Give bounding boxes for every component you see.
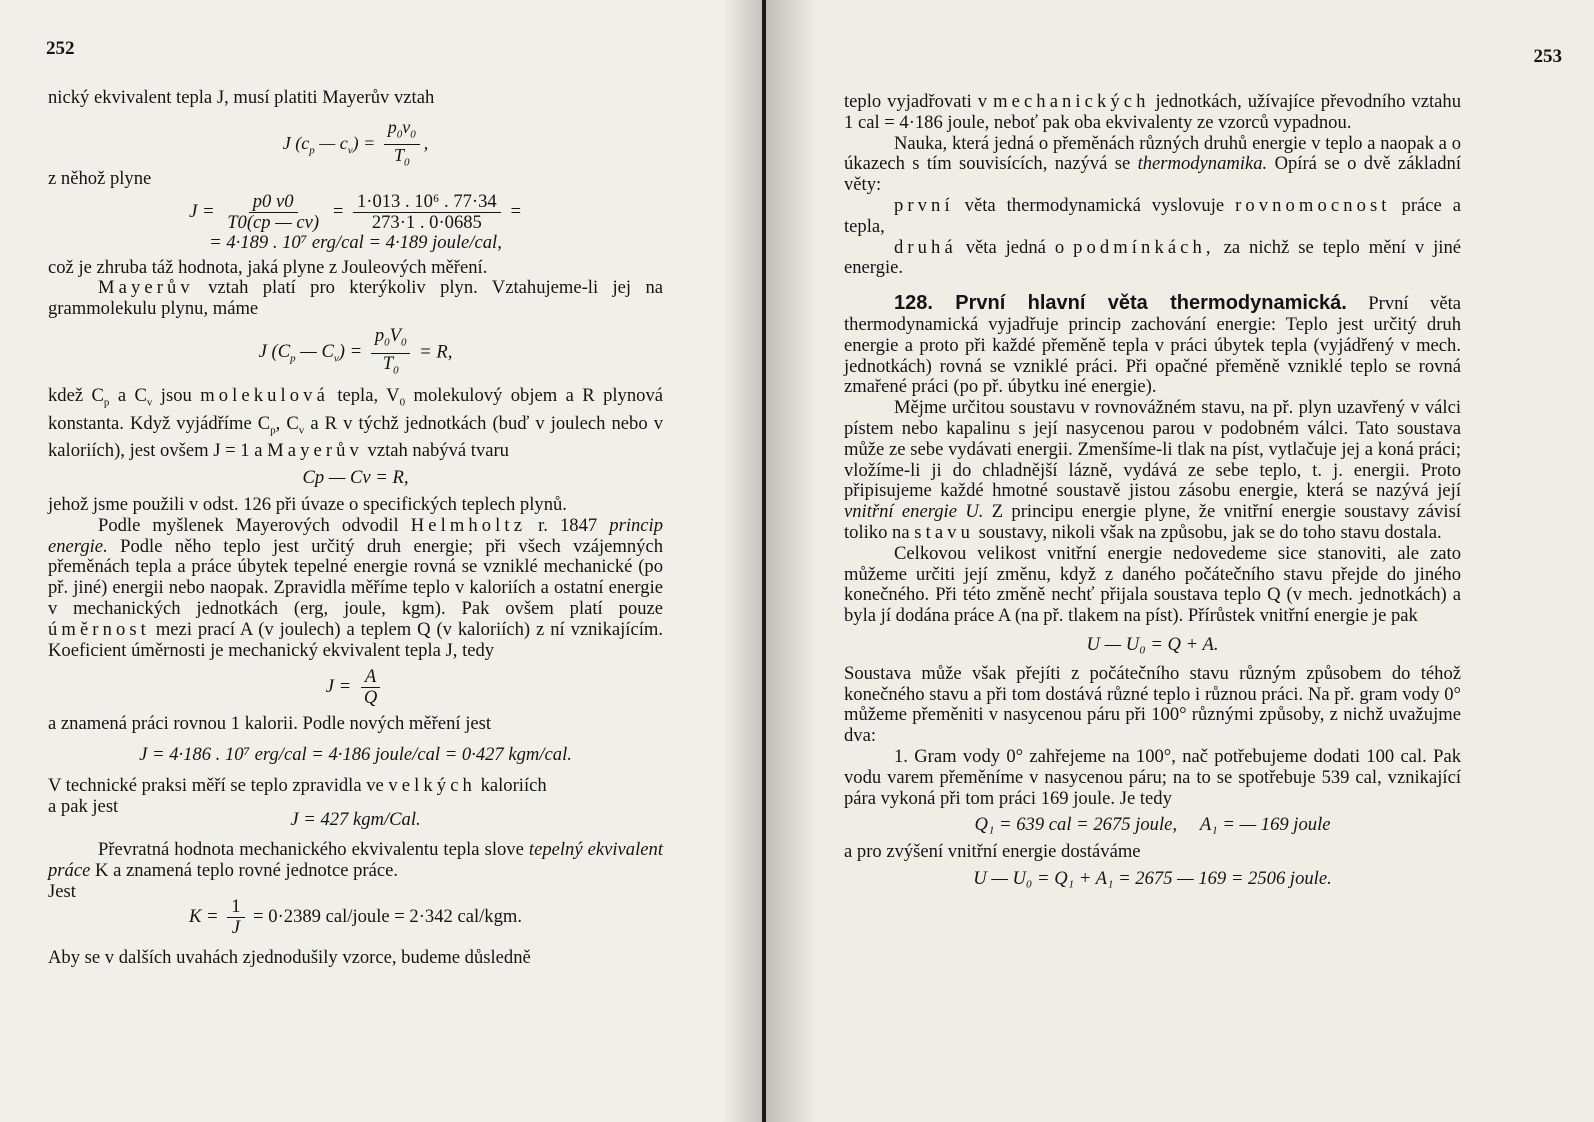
paragraph: z něhož plyne [48,167,152,189]
fraction-numerator: p0 v0 [249,192,298,213]
equation: J = 427 kgm/Cal. [290,808,421,830]
paragraph: teplo vyjadřovati v mechanických jednotkách, užívajíce převodního vztahu 1 cal = 4·186 joule, neboť pak oba ekvivalenty ze vzorců vypadnou. [844,91,1461,133]
paragraph: kdež $C_p$ a $C_v$ jsou molekulová tepla, $V_0$ molekulový objem a R plynová konstanta. Když vyjádříme $C_p$, $C_v$ a R v týchž jednotkách (buď v joulech nebo v kaloriích), jest ovšem J = 1 a Mayerův vztah nabývá tvaru [48,385,664,462]
equation: = 4·189 . 10⁷ erg/cal = 4·189 joule/cal, [209,231,502,253]
equation: U — U₀ = Q + A. [1086,633,1219,655]
section-heading: 128. První hlavní věta thermodynamická. [894,292,1347,315]
paragraph: a znamená práci rovnou 1 kalorii. Podle nových měření jest [48,713,492,735]
equation: Q₁ = 639 cal = 2675 joule, A₁ = — 169 joule [974,814,1331,836]
equation: U — U₀ = Q₁ + A₁ = 2675 — 169 = 2506 joule. [973,867,1332,889]
equation: J = $\frac{A}{Q}$ [48,667,663,708]
right-page [766,0,1594,1122]
paragraph: Mějme určitou soustavu v rovnovážném stavu, na př. plyn uzavřený v válci pístem nebo kapalinu s její nasycenou parou v podobném válci. Tato soustava může ze sebe vydávati energii. Zmenšíme-li tlak na píst, vytlačuje jej a koná práci; vložíme-li ji do chladnější lázně, vydává ze sebe teplo, t. j. energii. Proto připisujeme každé hmotné soustavě jistou zásobu energie, která se nazývá její vnitřní energie U. Z principu energie plyne, že vnitřní energie soustavy závisí toliko na stavu soustavy, nikoli však na způsobu, jak se do toho stavu dostala. [844,397,1461,543]
page-number: 253 [1533,46,1562,67]
paragraph: V technické praksi měří se teplo zpravidla ve velkých kaloriích [48,775,547,796]
paragraph: Podle myšlenek Mayerových odvodil Helmholtz r. 1847 princip energie. Podle něho teplo jest určitý druh energie; při všech vzájemných přeměnách tepla a práce úbytek tepelné energie rovná se vzniklé mechanické (po př. jiné) energii nebo naopak. Zpravidla měříme teplo v kaloriích a ostatní energie v mechanických jednotkách (erg, joule, kgm). Pak ovšem platí pouze úměrnost mezi prací A (v joulech) a teplem Q (v kaloriích) z ní vznikajícím. Koeficient úměrnosti je mechanický ekvivalent tepla J, tedy [48,514,663,661]
page-number: 252 [46,38,75,59]
gutter-shadow [766,0,816,1122]
paragraph: což je zhruba táž hodnota, jaká plyne z Jouleových měření. [48,256,488,278]
left-page [0,0,762,1122]
paragraph: druhá věta jedná o podmínkách, za nichž se teplo mění v jiné energie. [844,236,1461,279]
section-paragraph: 128. První hlavní věta thermodynamická. První věta thermodynamická vyjadřuje princip zachování energie: Teplo jest určitý druh energie a proto při každé přeměně tepla v práci úbytek tepla (vyjádřený v mech. jednotkách) rovná se vzniklé práci. Při opačné přeměně vzniklé teplo se rovná zmařené práci (po př. úbytku iné energie). [844,292,1461,398]
paragraph: Nauka, která jedná o přeměnách různých druhů energie v teplo a naopak a o úkazech s tím souvisících, nazývá se thermodynamika. Opírá se o dvě základní věty: [844,132,1461,196]
equation: J = $\frac{p0 v0}{T0(cp — cv)}$ = $\frac{\text{1·013 . 10⁶ . 77·34}}{273\cdot 1 . 0\cdot 0685}$ = [189,190,522,233]
fraction-numerator: 1·013 . 10⁶ . 77·34 [353,192,501,213]
paragraph: Mayerův vztah platí pro kterýkoliv plyn. Vztahujeme-li jej na grammolekulu plynu, máme [48,277,663,320]
paragraph: Soustava může však přejíti z počátečního stavu různým způsobem do téhož konečného stavu a při tom dostává různé teplo i různou práci. Na př. gram vody 0° můžeme přeměniti v nasycenou páru při 100° různými způsoby, z nichž uvažujme dva: [844,662,1461,747]
paragraph: a pro zvýšení vnitřní energie dostáváme [844,841,1141,863]
equation: J ($C_p$ — $C_v$) = $\frac{p_0V_0}{T_0}$ = R, [258,324,453,377]
fraction-denominator: Q [363,687,378,709]
fraction-denominator: 273·1 . 0·0685 [371,211,482,233]
equation: K = $\frac{1}{J}$ = 0·2389 cal/joule = 2·342 cal/kgm. [188,895,523,938]
paragraph: první věta thermodynamická vyslovuje rovnomocnost práce a tepla, [844,194,1461,237]
paragraph: 1. Gram vody 0° zahřejeme na 100°, nač potřebujeme dodati 100 cal. Pak vodu varem přeměníme v nasycenou páru; na to se spotřebuje 539 cal, vznikající pára vykoná při tom práci 169 joule. Je tedy [844,745,1461,809]
paragraph: Aby se v dalších uvahách zjednodušily vzorce, budeme důsledně [48,946,531,968]
fraction-denominator: T0(cp — cv) [227,211,320,233]
paragraph: Celkovou velikost vnitřní energie nedovedeme sice stanoviti, ale zato můžeme určiti její změnu, když z daného počátečního stavu přejde do jiného konečného. Při této změně nechť přijala soustava teplo Q (v mech. jednotkách) a byla jí dodána práce A (na př. tlakem na píst). Přírůstek vnitřní energie je pak [844,542,1461,627]
paragraph: a pak jest [48,795,119,817]
right-page-body [844,92,1461,896]
paragraph: Převratná hodnota mechanického ekvivalentu tepla slove tepelný ekvivalent práce K a znamená teplo rovné jednotce práce. [48,839,663,882]
equation: Cp — Cv = R, [302,467,409,489]
left-page-body [48,88,663,969]
gutter-shadow [722,0,762,1122]
paragraph: Jest [48,880,76,902]
fraction-numerator: A [361,667,380,688]
equation: J = 4·186 . 10⁷ erg/cal = 4·186 joule/cal = 0·427 kgm/cal. [139,744,572,766]
equation: J ($c_p$ — $c_v$) = $\frac{p_0v_0}{T_0}$ , [282,116,429,169]
paragraph: nický ekvivalent tepla J, musí platiti Mayerův vztah [48,87,435,108]
paragraph: jehož jsme použili v odst. 126 při úvaze o specifických teplech plynů. [48,494,567,516]
